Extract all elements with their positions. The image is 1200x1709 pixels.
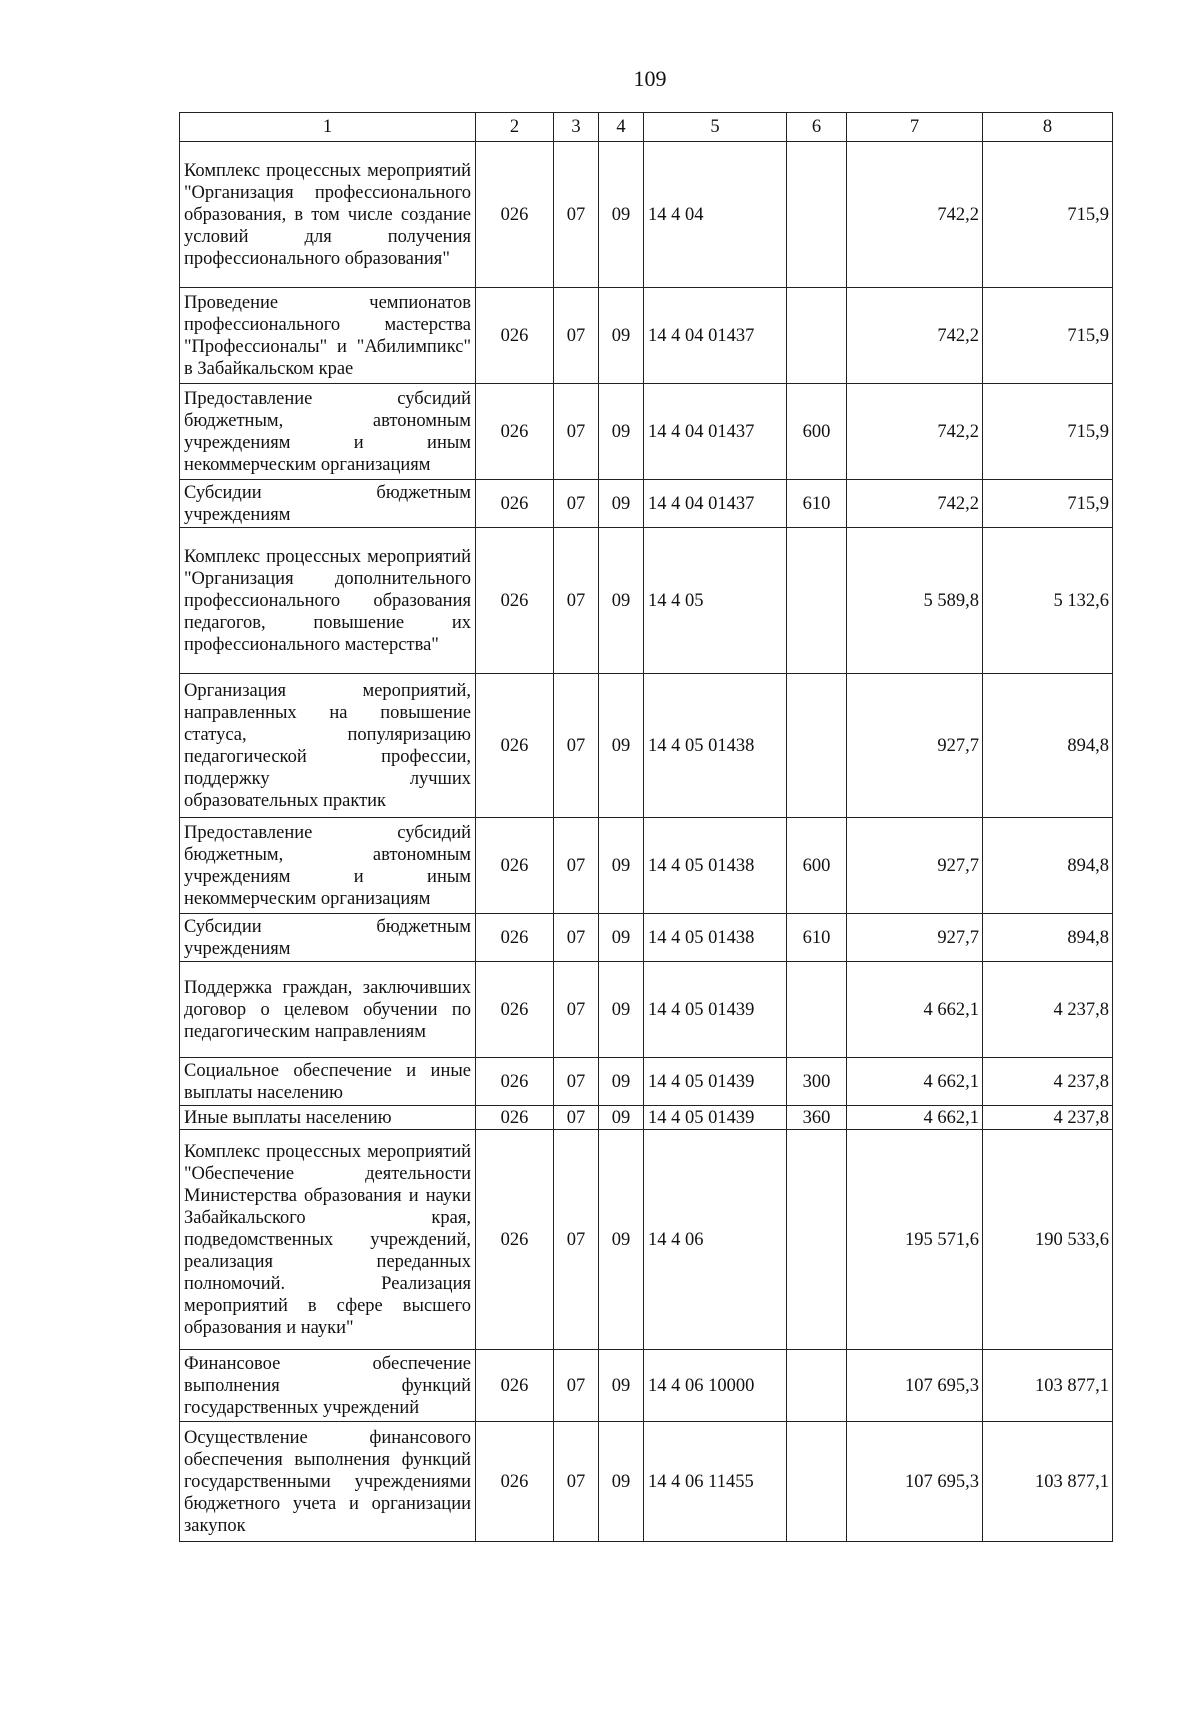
amount-col7-cell: 927,7 [847, 914, 983, 962]
subsection-code-cell: 09 [599, 528, 644, 674]
amount-col7-cell: 4 662,1 [847, 1058, 983, 1106]
section-code-cell: 07 [554, 1422, 599, 1542]
amount-col8-cell: 894,8 [983, 818, 1113, 914]
target-article-cell: 14 4 05 [644, 528, 787, 674]
admin-code-cell: 026 [476, 288, 554, 384]
amount-col7-cell: 4 662,1 [847, 1106, 983, 1130]
expense-type-cell [787, 1422, 847, 1542]
expense-type-cell [787, 674, 847, 818]
admin-code-cell: 026 [476, 142, 554, 288]
amount-col8-cell: 894,8 [983, 914, 1113, 962]
table-row [180, 384, 1113, 480]
table-row [180, 1422, 1113, 1542]
column-header-5: 5 [644, 113, 787, 142]
section-code-cell: 07 [554, 914, 599, 962]
subsection-code-cell: 09 [599, 384, 644, 480]
row-name-cell: Комплекс процессных мероприятий "Обеспечение деятельности Министерства образования и науки Забайкальского края, подведомственных учреждений, реализация переданных полномочий. Реализация мероприятий в сфере высшего образования и науки" [180, 1130, 476, 1350]
target-article-cell: 14 4 05 01438 [644, 914, 787, 962]
amount-col8-cell: 715,9 [983, 288, 1113, 384]
admin-code-cell: 026 [476, 528, 554, 674]
row-name-cell: Финансовое обеспечение выполнения функций государственных учреждений [180, 1350, 476, 1422]
expense-type-cell: 600 [787, 384, 847, 480]
amount-col7-cell: 927,7 [847, 818, 983, 914]
section-code-cell: 07 [554, 1130, 599, 1350]
subsection-code-cell: 09 [599, 1058, 644, 1106]
target-article-cell: 14 4 06 11455 [644, 1422, 787, 1542]
table-row [180, 1350, 1113, 1422]
admin-code-cell: 026 [476, 1350, 554, 1422]
column-header-3: 3 [554, 113, 599, 142]
admin-code-cell: 026 [476, 1058, 554, 1106]
amount-col8-cell: 103 877,1 [983, 1422, 1113, 1542]
target-article-cell: 14 4 04 [644, 142, 787, 288]
amount-col7-cell: 927,7 [847, 674, 983, 818]
amount-col7-cell: 742,2 [847, 288, 983, 384]
section-code-cell: 07 [554, 1058, 599, 1106]
column-header-6: 6 [787, 113, 847, 142]
target-article-cell: 14 4 04 01437 [644, 288, 787, 384]
column-header-7: 7 [847, 113, 983, 142]
target-article-cell: 14 4 05 01438 [644, 818, 787, 914]
table-row [180, 480, 1113, 528]
expense-type-cell: 360 [787, 1106, 847, 1130]
amount-col8-cell: 103 877,1 [983, 1350, 1113, 1422]
row-name-cell: Организация мероприятий, направленных на повышение статуса, популяризацию педагогической профессии, поддержку лучших образовательных практик [180, 674, 476, 818]
amount-col8-cell: 715,9 [983, 142, 1113, 288]
admin-code-cell: 026 [476, 1106, 554, 1130]
section-code-cell: 07 [554, 288, 599, 384]
amount-col7-cell: 742,2 [847, 384, 983, 480]
subsection-code-cell: 09 [599, 1130, 644, 1350]
amount-col8-cell: 894,8 [983, 674, 1113, 818]
subsection-code-cell: 09 [599, 1106, 644, 1130]
subsection-code-cell: 09 [599, 288, 644, 384]
subsection-code-cell: 09 [599, 142, 644, 288]
amount-col7-cell: 5 589,8 [847, 528, 983, 674]
table-row [180, 674, 1113, 818]
row-name-cell: Предоставление субсидий бюджетным, автономным учреждениям и иным некоммерческим организациям [180, 384, 476, 480]
admin-code-cell: 026 [476, 1130, 554, 1350]
expense-type-cell [787, 1350, 847, 1422]
amount-col8-cell: 5 132,6 [983, 528, 1113, 674]
admin-code-cell: 026 [476, 914, 554, 962]
subsection-code-cell: 09 [599, 480, 644, 528]
target-article-cell: 14 4 05 01439 [644, 1106, 787, 1130]
admin-code-cell: 026 [476, 384, 554, 480]
amount-col8-cell: 4 237,8 [983, 1106, 1113, 1130]
header-row [180, 113, 1113, 142]
row-name-cell: Комплекс процессных мероприятий "Организация дополнительного профессионального образования педагогов, повышение их профессионального мастерства" [180, 528, 476, 674]
table-row [180, 962, 1113, 1058]
amount-col7-cell: 107 695,3 [847, 1422, 983, 1542]
subsection-code-cell: 09 [599, 962, 644, 1058]
admin-code-cell: 026 [476, 480, 554, 528]
amount-col8-cell: 715,9 [983, 480, 1113, 528]
subsection-code-cell: 09 [599, 914, 644, 962]
table-row [180, 528, 1113, 674]
target-article-cell: 14 4 04 01437 [644, 480, 787, 528]
admin-code-cell: 026 [476, 818, 554, 914]
expense-type-cell: 600 [787, 818, 847, 914]
row-name-cell: Социальное обеспечение и иные выплаты населению [180, 1058, 476, 1106]
expense-type-cell [787, 288, 847, 384]
target-article-cell: 14 4 06 10000 [644, 1350, 787, 1422]
table-row [180, 1106, 1113, 1130]
target-article-cell: 14 4 05 01439 [644, 1058, 787, 1106]
amount-col8-cell: 715,9 [983, 384, 1113, 480]
table-row [180, 1058, 1113, 1106]
amount-col7-cell: 195 571,6 [847, 1130, 983, 1350]
section-code-cell: 07 [554, 528, 599, 674]
expense-type-cell: 610 [787, 914, 847, 962]
amount-col7-cell: 742,2 [847, 142, 983, 288]
amount-col7-cell: 107 695,3 [847, 1350, 983, 1422]
column-header-1: 1 [180, 113, 476, 142]
table-row [180, 1130, 1113, 1350]
amount-col8-cell: 4 237,8 [983, 962, 1113, 1058]
section-code-cell: 07 [554, 480, 599, 528]
page-number: 109 [633, 66, 667, 91]
row-name-cell: Субсидии бюджетным учреждениям [180, 480, 476, 528]
row-name-cell: Осуществление финансового обеспечения выполнения функций государственными учреждениями бюджетного учета и организации закупок [180, 1422, 476, 1542]
budget-table [179, 112, 1113, 1542]
table-row [180, 914, 1113, 962]
admin-code-cell: 026 [476, 962, 554, 1058]
column-header-4: 4 [599, 113, 644, 142]
amount-col7-cell: 742,2 [847, 480, 983, 528]
section-code-cell: 07 [554, 384, 599, 480]
subsection-code-cell: 09 [599, 1422, 644, 1542]
row-name-cell: Поддержка граждан, заключивших договор о целевом обучении по педагогическим направлениям [180, 962, 476, 1058]
section-code-cell: 07 [554, 1106, 599, 1130]
row-name-cell: Комплекс процессных мероприятий "Организация профессионального образования, в том числе создание условий для получения профессионального образования" [180, 142, 476, 288]
admin-code-cell: 026 [476, 1422, 554, 1542]
subsection-code-cell: 09 [599, 674, 644, 818]
section-code-cell: 07 [554, 818, 599, 914]
section-code-cell: 07 [554, 674, 599, 818]
amount-col8-cell: 190 533,6 [983, 1130, 1113, 1350]
target-article-cell: 14 4 05 01439 [644, 962, 787, 1058]
expense-type-cell [787, 142, 847, 288]
target-article-cell: 14 4 06 [644, 1130, 787, 1350]
row-name-cell: Предоставление субсидий бюджетным, автономным учреждениям и иным некоммерческим организациям [180, 818, 476, 914]
expense-type-cell [787, 962, 847, 1058]
subsection-code-cell: 09 [599, 818, 644, 914]
amount-col8-cell: 4 237,8 [983, 1058, 1113, 1106]
table-row [180, 142, 1113, 288]
row-name-cell: Иные выплаты населению [180, 1106, 476, 1130]
row-name-cell: Проведение чемпионатов профессионального мастерства "Профессионалы" и "Абилимпикс" в Забайкальском крае [180, 288, 476, 384]
subsection-code-cell: 09 [599, 1350, 644, 1422]
expense-type-cell [787, 1130, 847, 1350]
target-article-cell: 14 4 05 01438 [644, 674, 787, 818]
section-code-cell: 07 [554, 1350, 599, 1422]
section-code-cell: 07 [554, 142, 599, 288]
target-article-cell: 14 4 04 01437 [644, 384, 787, 480]
table-row [180, 288, 1113, 384]
row-name-cell: Субсидии бюджетным учреждениям [180, 914, 476, 962]
table-body [180, 142, 1113, 1542]
expense-type-cell: 610 [787, 480, 847, 528]
table-row [180, 818, 1113, 914]
admin-code-cell: 026 [476, 674, 554, 818]
column-header-8: 8 [983, 113, 1113, 142]
section-code-cell: 07 [554, 962, 599, 1058]
amount-col7-cell: 4 662,1 [847, 962, 983, 1058]
expense-type-cell [787, 528, 847, 674]
expense-type-cell: 300 [787, 1058, 847, 1106]
column-header-2: 2 [476, 113, 554, 142]
